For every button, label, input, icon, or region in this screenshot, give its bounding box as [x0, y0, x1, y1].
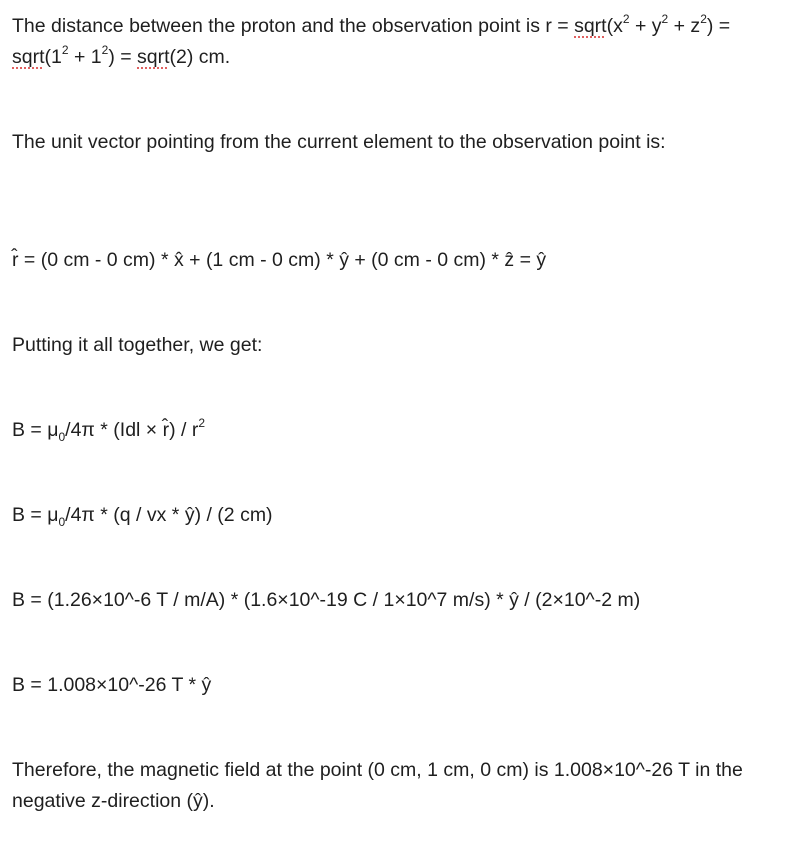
text-segment: + 1 — [68, 46, 102, 68]
unit-vector-paragraph: The unit vector pointing from the current element to the observation point is: — [12, 131, 666, 153]
text-segment: (1 — [44, 46, 62, 68]
text-segment: B = μ — [12, 419, 59, 441]
spellcheck-word: sqrt — [137, 46, 170, 68]
subscript: 0 — [58, 514, 66, 529]
biot-savart-equation — [12, 415, 786, 446]
exponent: 2 — [198, 415, 206, 430]
text-segment: B = μ — [12, 504, 59, 526]
text-segment: ) = — [706, 15, 731, 37]
subscript: 0 — [58, 429, 66, 444]
exponent: 2 — [61, 42, 69, 57]
unit-vector-equation: r̂ = (0 cm - 0 cm) * x̂ + (1 cm - 0 cm) * ŷ + (0 cm - 0 cm) * ẑ = ŷ — [12, 249, 547, 271]
exponent: 2 — [622, 11, 630, 26]
text-segment: /4π * (Idl × r̂) / r — [65, 419, 199, 441]
exponent: 2 — [101, 42, 109, 57]
text-segment: The distance between the proton and the observation point is r = — [12, 15, 575, 37]
text-segment: + z — [668, 15, 701, 37]
substitution-equation — [12, 500, 786, 531]
text-segment: + y — [629, 15, 662, 37]
result-equation: B = 1.008×10^-26 T * ŷ — [12, 674, 212, 696]
text-segment: (2) cm. — [169, 46, 231, 68]
conclusion-paragraph: Therefore, the magnetic field at the point (0 cm, 1 cm, 0 cm) is 1.008×10^-26 T in the negative z-direction (ŷ). — [12, 759, 743, 812]
spellcheck-word: sqrt — [12, 46, 45, 68]
text-segment: (x — [606, 15, 623, 37]
distance-paragraph — [12, 11, 786, 73]
numeric-equation: B = (1.26×10^-6 T / m/A) * (1.6×10^-19 C / 1×10^7 m/s) * ŷ / (2×10^-2 m) — [12, 589, 641, 611]
text-segment: /4π * (q / vx * ŷ) / (2 cm) — [65, 504, 273, 526]
spellcheck-word: sqrt — [574, 15, 607, 37]
exponent: 2 — [661, 11, 669, 26]
putting-together-paragraph: Putting it all together, we get: — [12, 334, 263, 356]
text-segment: ) = — [108, 46, 138, 68]
exponent: 2 — [700, 11, 707, 26]
